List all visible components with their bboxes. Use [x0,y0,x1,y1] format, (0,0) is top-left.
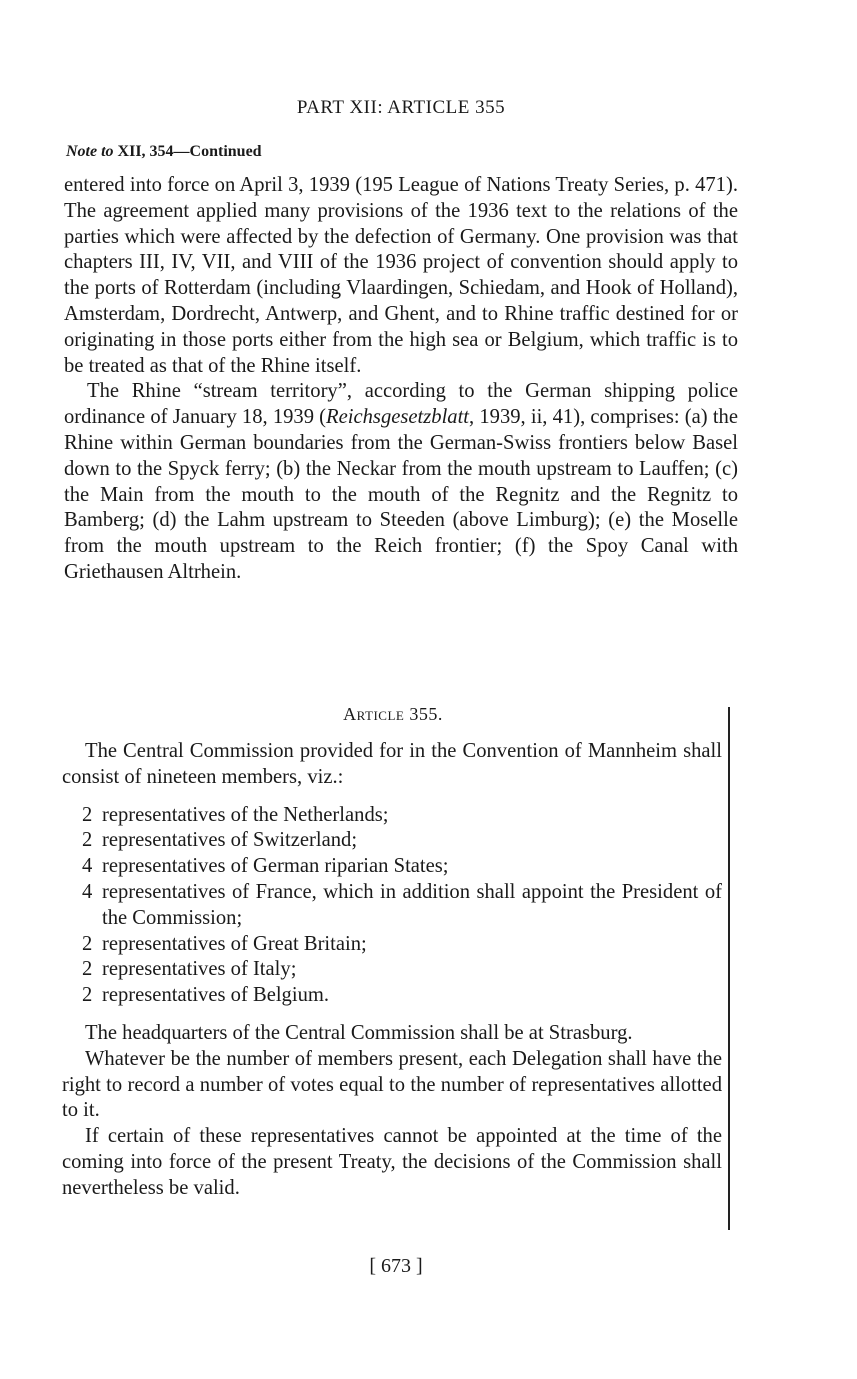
article-heading [0,704,786,725]
member-description: representatives of German riparian States; [102,855,449,878]
page-number: [ 673 ] [369,1255,423,1277]
member-list-item [62,803,722,829]
members-list [62,803,722,1009]
note-paragraph-2-citation: Reichsgesetzblatt [326,406,470,429]
member-list-item [62,854,722,880]
member-list-item [62,983,722,1009]
member-count: 2 [82,984,93,1007]
member-count: 2 [82,958,93,981]
member-description: representatives of the Netherlands; [102,803,389,826]
note-heading [66,143,262,161]
note-paragraph-2-rest: , 1939, ii, 41), comprises: (a) the Rhine within German boundaries from the German-Swiss frontiers below Basel down to the Spyck ferry; (b) the Neckar from the mouth upstream to Lauffen; (c) the Main from the mouth to the mouth of the Regnitz and the Regnitz to Bamberg; (d) the Lahm upstream to Steeden (above Limburg); (e) the Moselle from the mouth upstream to the Reich frontier; (f) the Spoy Canal with Griethausen Altrhein. [64,406,738,583]
member-description: representatives of Belgium. [102,984,330,1007]
member-list-item [62,880,722,932]
running-header: PART XII: ARTICLE 355 [296,97,506,118]
member-count: 4 [82,855,93,878]
note-paragraph-2-start: The Rhine “stream territory”, according to the German shipping police ordinance of January 18, 1939 ( [64,380,738,429]
note-body [64,173,738,586]
member-count: 2 [82,932,93,955]
article-heading-text: Article 355. [343,704,443,724]
member-count: 4 [82,880,93,903]
note-heading-reference: XII, 354—Continued [117,143,262,160]
member-count: 2 [82,803,93,826]
member-description: representatives of Switzerland; [102,829,358,852]
margin-rule [728,707,730,1230]
article-validity: If certain of these representatives cannot be appointed at the time of the coming into force of the present Treaty, the decisions of the Commission shall nevertheless be valid. [62,1125,722,1199]
note-paragraph-1: entered into force on April 3, 1939 (195 League of Nations Treaty Series, p. 471). The agreement applied many provisions of the 1936 text to the relations of the parties which were affected by the defection of Germany. One provision was that chapters III, IV, VII, and VIII of the 1936 project of convention should apply to the ports of Rotterdam (including Vlaardingen, Schiedam, and Hook of Holland), Amsterdam, Dordrecht, Antwerp, and Ghent, and to Rhine traffic destined for or originating in those ports either from the high sea or Belgium, which traffic is to be treated as that of the Rhine itself. [64,174,738,377]
member-list-item [62,932,722,958]
member-description: representatives of France, which in addition shall appoint the President of the Commission; [102,880,722,929]
note-heading-label: Note to [66,143,114,160]
article-headquarters: The headquarters of the Central Commission shall be at Strasburg. [85,1021,633,1044]
member-list-item [62,828,722,854]
note-paragraph-2 [64,379,738,585]
member-description: representatives of Great Britain; [102,932,367,955]
article-body [62,739,722,1202]
article-votes: Whatever be the number of members present, each Delegation shall have the right to record a number of votes equal to the number of representatives allotted to it. [62,1047,722,1122]
member-list-item [62,957,722,983]
member-description: representatives of Italy; [102,958,297,981]
member-count: 2 [82,829,93,852]
article-intro: The Central Commission provided for in the Convention of Mannheim shall consist of nineteen members, viz.: [62,740,722,788]
